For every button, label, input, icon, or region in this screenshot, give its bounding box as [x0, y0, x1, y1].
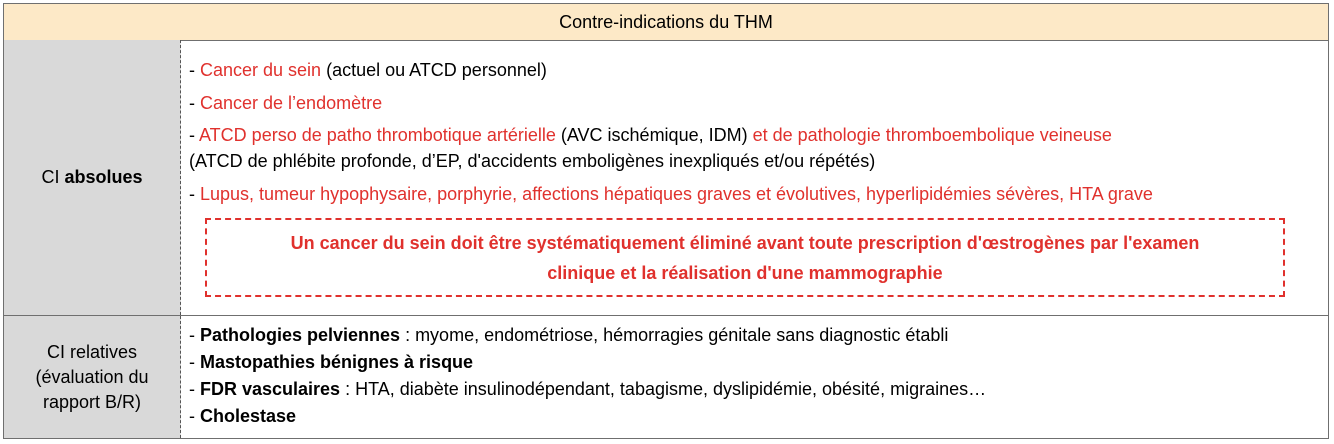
content-relatives — [181, 316, 1328, 438]
row-label-absolues — [4, 40, 181, 315]
warning-callout — [205, 218, 1285, 297]
contraindications-table — [3, 3, 1329, 439]
list-item: - Pathologies pelviennes : myome, endométriose, hémorragies génitale sans diagnostic établi — [189, 325, 949, 345]
list-item-continuation: (ATCD de phlébite profonde, d’EP, d'accidents emboligènes inexpliqués et/ou répétés) — [189, 151, 876, 171]
row-ci-relatives — [4, 316, 1328, 438]
list-item: - Cholestase — [189, 406, 297, 426]
label-prefix: CI — [41, 167, 65, 187]
list-item: - ATCD perso de patho thrombotique artérielle (AVC ischémique, IDM) et de pathologie thromboembolique veineuse — [189, 125, 1112, 145]
list-item: - Lupus, tumeur hypophysaire, porphyrie, affections hépatiques graves et évolutives, hyperlipidémies sévères, HTA grave — [189, 184, 1153, 204]
list-item: - Mastopathies bénignes à risque — [189, 352, 474, 372]
label-line: CI relatives — [46, 341, 138, 362]
list-item: - Cancer de l’endomètre — [189, 93, 383, 113]
list-item: - FDR vasculaires : HTA, diabète insulinodépendant, tabagisme, dyslipidémie, obésité, migraines… — [189, 379, 987, 399]
label-line: rapport B/R) — [42, 391, 142, 412]
callout-line: Un cancer du sein doit être systématiquement éliminé avant toute prescription d'œstrogènes par l'examen — [290, 232, 1200, 253]
callout-line: clinique et la réalisation d'une mammographie — [547, 262, 943, 283]
list-item: - Cancer du sein (actuel ou ATCD personnel) — [189, 60, 547, 80]
label-bold: absolues — [64, 167, 143, 187]
label-line: (évaluation du — [35, 366, 149, 387]
row-label-relatives — [4, 316, 181, 438]
table-title: Contre-indications du THM — [559, 11, 773, 32]
content-absolues — [181, 40, 1328, 315]
table-header — [4, 4, 1328, 41]
row-ci-absolues — [4, 40, 1328, 316]
